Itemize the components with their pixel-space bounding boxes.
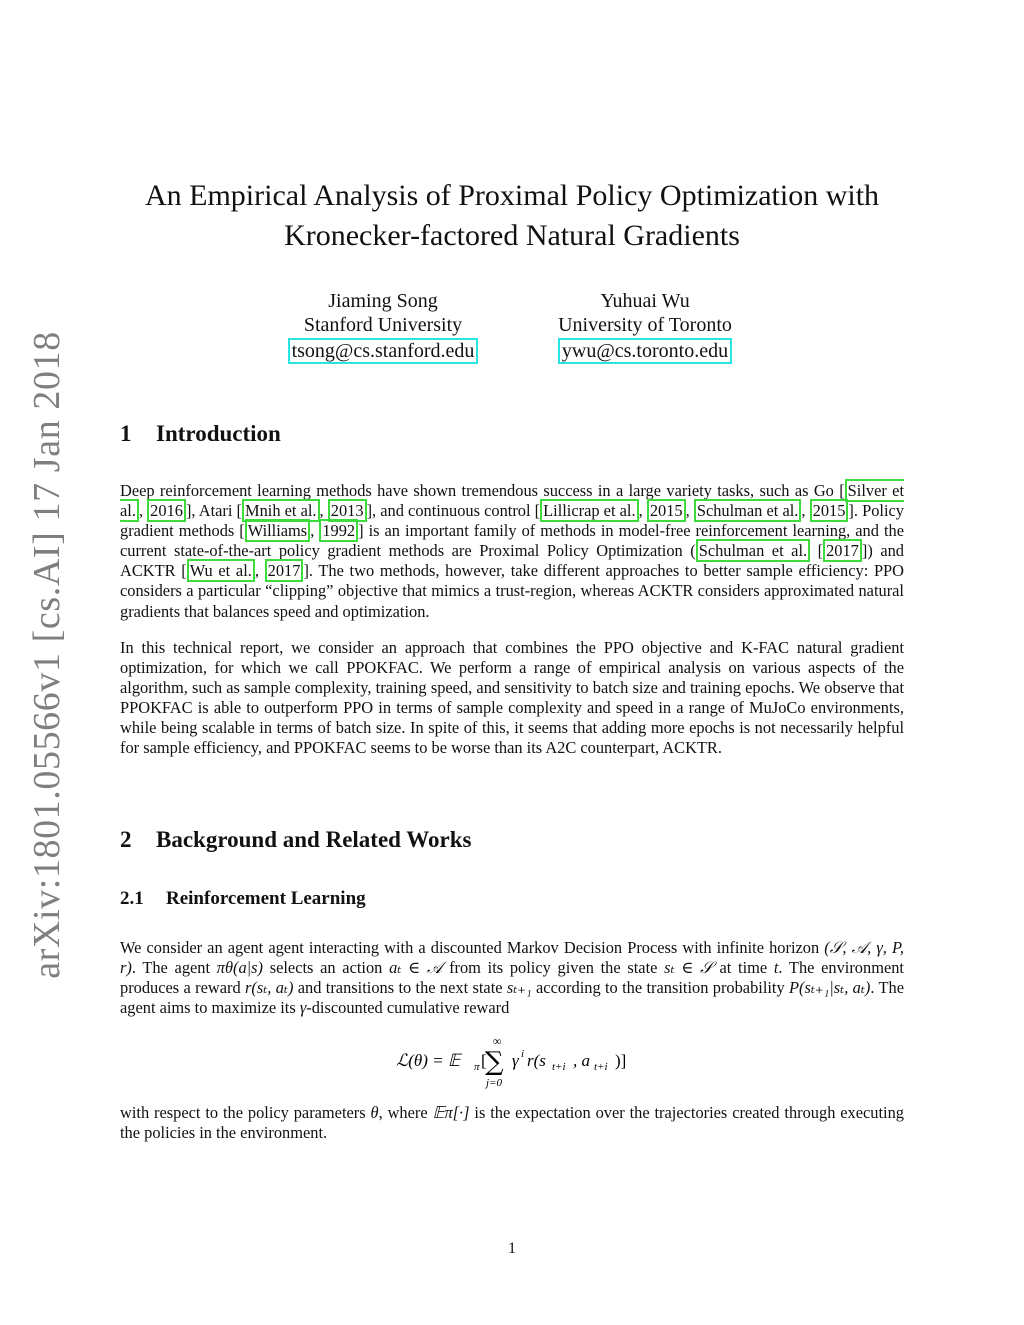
equation-close-bracket: )] (615, 1051, 627, 1070)
equation-gamma: γ (512, 1051, 519, 1070)
math-time: t (773, 958, 779, 978)
citation-link[interactable]: 2017 (823, 539, 862, 562)
text: , (254, 561, 265, 581)
citation-link[interactable]: 1992 (319, 519, 358, 542)
equation-sum-symbol: ∑ (485, 1047, 504, 1077)
math-expectation: 𝔼π[·] (432, 1103, 470, 1122)
text: . The agent (131, 958, 217, 978)
text: -discounted cumulative reward (306, 998, 510, 1018)
author-name: Jiaming Song (328, 290, 438, 312)
author-name: Yuhuai Wu (600, 290, 690, 312)
objective-equation (300, 1032, 724, 1092)
title-line-2: Kronecker-factored Natural Gradients (284, 219, 740, 252)
title-line-1: An Empirical Analysis of Proximal Policy Optimization with (144, 179, 880, 212)
text: at time (712, 958, 774, 978)
author-email-link[interactable]: ywu@cs.toronto.edu (558, 338, 732, 364)
section-number: 1 (120, 421, 132, 446)
math-mdp-tuple: (𝒮, 𝒜, γ, P, r) (120, 938, 904, 978)
author-block-1 (268, 289, 498, 364)
equation-open-bracket: [ (481, 1051, 487, 1070)
math-theta: θ (370, 1103, 379, 1122)
section-title: Background and Related Works (156, 827, 472, 852)
citation-link[interactable]: 2016 (147, 499, 186, 522)
intro-paragraph-1 (120, 481, 904, 622)
section-title: Introduction (156, 421, 281, 446)
paper-title (110, 176, 914, 256)
citation-link[interactable]: Silver et al. (120, 481, 904, 521)
citation-link[interactable]: Wu et al. (187, 559, 255, 582)
section-heading-background (120, 826, 471, 854)
text: selects an action (263, 958, 390, 978)
equation-reward-term: r(s (527, 1051, 546, 1070)
math-reward: r(sₜ, aₜ) (245, 978, 294, 998)
text: . The agent aims to maximize its (120, 978, 904, 1018)
text: and transitions to the next state (293, 978, 507, 998)
arxiv-identifier-text: arXiv:1801.05566v1 [cs.AI] 17 Jan 2018 (26, 331, 68, 979)
section-number: 2 (120, 827, 132, 852)
math-state: sₜ ∈ 𝒮 (664, 958, 713, 978)
text: according to the transition probability (531, 978, 790, 998)
equation-lhs: ℒ(θ) = 𝔼 (396, 1051, 461, 1070)
equation-state-subscript: t+i (552, 1061, 566, 1073)
citation-link[interactable]: Schulman et al. (694, 499, 802, 522)
citation-link[interactable]: Mnih et al. (242, 499, 320, 522)
intro-paragraph-2: In this technical report, we consider an approach that combines the PPO objective and K-FAC natural gradient optimization, for which we call PPOKFAC. We perform a range of empirical analysis on various aspects of the algorithm, such as sample complexity, training speed, and sensitivity to batch size and training epochs. We observe that PPOKFAC is able to outperform PPO in terms of sample complexity and speed in a range of MuJoCo environments, while being scalable in terms of batch size. In spite of this, it seems that adding more epochs is not necessarily helpful for sample efficiency, and PPOKFAC seems to be worse than its A2C counterpart, ACKTR. (120, 638, 904, 758)
text: , (310, 521, 320, 541)
text: ]. The two methods, however, take different approaches to better sample efficiency: PPO considers a particular “clipping” objective that mimics a trust-region, whereas ACKTR considers approximated natural gradients that balances speed and optimization. (120, 561, 905, 621)
section-heading-introduction (120, 420, 281, 448)
text: from its policy given the state (442, 958, 665, 978)
equation-sum-lower-limit: j=0 (486, 1077, 502, 1089)
citation-link[interactable]: Lillicrap et al. (540, 499, 638, 522)
arxiv-identifier (12, 331, 82, 979)
math-policy: πθ(a|s) (216, 958, 264, 978)
text: , (638, 501, 647, 521)
author-affiliation: Stanford University (303, 314, 463, 336)
text: , (319, 501, 328, 521)
equation-sum-upper-limit: ∞ (493, 1034, 502, 1048)
rl-paragraph-2 (120, 1103, 904, 1143)
equation-action-term: , a (573, 1051, 590, 1070)
math-gamma: γ (299, 998, 307, 1018)
text: ]. Policy gradient methods [ (120, 501, 904, 541)
text: is the expectation over the trajectories created through executing the policies in the environment. (120, 1103, 904, 1143)
citation-link[interactable]: 2017 (265, 559, 304, 582)
text: [ (810, 541, 824, 561)
page-number: 1 (508, 1240, 516, 1257)
text: ], Atari [ (185, 501, 242, 521)
text: with respect to the policy parameters (120, 1103, 371, 1122)
subsection-heading-rl (120, 887, 366, 911)
equation-gamma-exponent: i (521, 1048, 525, 1060)
equation-lhs-subscript: π (474, 1061, 480, 1073)
text: , where (378, 1103, 433, 1122)
citation-link[interactable]: Schulman et al. (696, 539, 810, 562)
text: ], and continuous control [ (366, 501, 541, 521)
text: We consider an agent agent interacting with a discounted Markov Decision Process with infinite horizon (120, 938, 820, 957)
text: , (801, 501, 810, 521)
citation-link[interactable]: Williams (245, 519, 310, 542)
author-affiliation: University of Toronto (558, 314, 732, 336)
subsection-title: Reinforcement Learning (166, 888, 366, 909)
author-block-2 (530, 289, 760, 364)
math-transition-probability: P(sₜ₊₁|sₜ, aₜ) (789, 978, 871, 998)
equation-action-subscript: t+i (594, 1061, 608, 1073)
text: . The environment produces a reward (120, 958, 904, 998)
text: ] is an important family of methods in model-free reinforcement learning, and the current state-of-the-art policy gradient methods are Proximal Policy Optimization ( (120, 521, 904, 561)
math-action: aₜ ∈ 𝒜 (389, 958, 443, 978)
subsection-number: 2.1 (120, 888, 144, 909)
text: Deep reinforcement learning methods have shown tremendous success in a large variety tasks, such as Go [ (120, 481, 845, 500)
author-email-link[interactable]: tsong@cs.stanford.edu (288, 338, 479, 364)
citation-link[interactable]: 2013 (328, 499, 367, 522)
citation-link[interactable]: 2015 (647, 499, 686, 522)
math-next-state: sₜ₊₁ (506, 978, 532, 998)
text: , (685, 501, 694, 521)
rl-paragraph-1 (120, 938, 904, 1018)
text: ]) and ACKTR [ (120, 541, 904, 581)
text: , (138, 501, 148, 521)
citation-link[interactable]: 2015 (810, 499, 849, 522)
